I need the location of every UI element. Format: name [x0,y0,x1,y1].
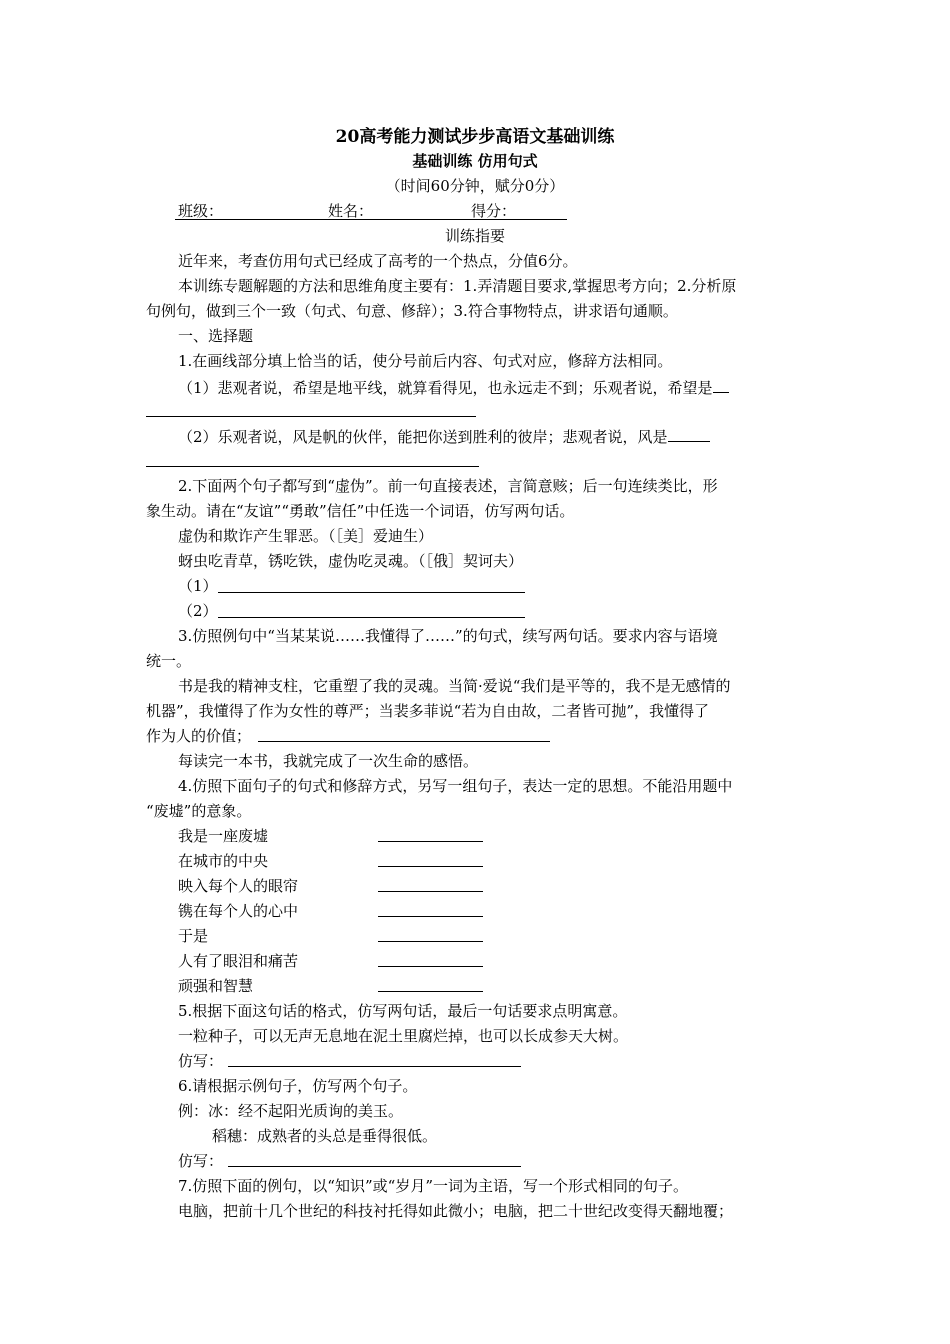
poem-answer-line[interactable] [378,941,483,942]
name-label: 姓名： [328,202,374,220]
page-title: 20高考能力测试步步高语文基础训练 [335,127,615,147]
score-label: 得分： [471,202,517,220]
question-1-stem: 1.在画线部分填上恰当的话，使分号前后内容、句式对应，修辞方法相同。 [178,352,673,370]
poem-answer-line[interactable] [378,866,483,867]
poem-answer-line[interactable] [378,991,483,992]
question-5-answer-label: 仿写： [178,1052,224,1070]
intro-paragraph-1: 近年来，考查仿用句式已经成了高考的一个热点，分值6分。 [178,252,578,270]
poem-line: 在城市的中央 [178,852,269,870]
question-3-passage-3: 作为人的价值； [146,727,252,745]
poem-answer-line[interactable] [378,841,483,842]
question-3-passage-4: 每读完一本书，我就完成了一次生命的感悟。 [178,752,479,770]
header-underline [175,219,567,220]
question-2-answer-1-line[interactable] [218,592,525,593]
guide-heading: 训练指要 [444,227,505,245]
question-4-line-1: 4.仿照下面句子的句式和修辞方式，另写一组句子，表达一定的思想。不能沿用题中 [178,777,733,795]
question-6-answer-line[interactable] [228,1166,521,1167]
question-2-answer-1-label: （1） [178,577,218,595]
poem-line: 人有了眼泪和痛苦 [178,952,299,970]
question-4-line-2: “废墟”的意象。 [146,802,252,820]
question-2-line-2: 象生动。请在“友谊”“勇敢”信任”中任选一个词语，仿写两句话。 [146,502,575,520]
section-heading: 一、选择题 [178,327,254,345]
question-2-example-1: 虚伪和欺诈产生罪恶。（［美］爱迪生） [178,527,434,545]
question-1-item-2-text: （2）乐观者说，风是帆的伙伴，能把你送到胜利的彼岸；悲观者说，风是 [178,428,668,446]
question-5-answer-line[interactable] [228,1066,521,1067]
question-6-example-2: 稻穗：成熟者的头总是垂得很低。 [212,1127,438,1145]
time-note: （时间60分钟，赋分0分） [385,177,565,195]
question-5-stem: 5.根据下面这句话的格式，仿写两句话，最后一句话要求点明寓意。 [178,1002,628,1020]
page-subtitle: 基础训练 仿用句式 [412,152,538,170]
question-7-example: 电脑，把前十几个世纪的科技衬托得如此微小；电脑，把二十世纪改变得天翻地覆； [178,1202,734,1220]
question-2-example-2: 蚜虫吃青草，锈吃铁，虚伪吃灵魂。（［俄］契诃夫） [178,552,524,570]
question-1-item-2 [178,426,710,447]
question-1-item-2-blank[interactable] [668,426,710,442]
question-1-item-1-blank[interactable] [713,377,729,393]
question-2-answer-2-line[interactable] [218,617,525,618]
poem-answer-line[interactable] [378,891,483,892]
question-7-stem: 7.仿照下面的例句，以“知识”或“岁月”一词为主语，写一个形式相同的句子。 [178,1177,688,1195]
poem-line: 顽强和智慧 [178,977,254,995]
intro-paragraph-2-line-2: 句例句，做到三个一致（句式、句意、修辞）；3.符合事物特点，讲求语句通顺。 [146,302,678,320]
question-1-item-1-text: （1）悲观者说，希望是地平线，就算看得见，也永远走不到；乐观者说，希望是 [178,379,713,397]
poem-answer-line[interactable] [378,966,483,967]
question-5-example: 一粒种子，可以无声无息地在泥土里腐烂掉，也可以长成参天大树。 [178,1027,629,1045]
question-3-line-2: 统一。 [146,652,192,670]
poem-line: 映入每个人的眼帘 [178,877,299,895]
intro-paragraph-2-line-1: 本训练专题解题的方法和思维角度主要有：1.弄清题目要求,掌握思考方向；2.分析原 [178,277,737,295]
question-2-answer-2-label: （2） [178,602,218,620]
question-6-stem: 6.请根据示例句子，仿写两个句子。 [178,1077,418,1095]
question-3-passage-1: 书是我的精神支柱，它重塑了我的灵魂。当简·爱说“我们是平等的，我不是无感情的 [178,677,731,695]
poem-line: 我是一座废墟 [178,827,269,845]
class-label: 班级： [178,202,224,220]
question-6-answer-label: 仿写： [178,1152,224,1170]
question-1-item-1-answer-line[interactable] [146,416,476,417]
question-1-item-2-answer-line[interactable] [146,466,479,467]
question-3-passage-2: 机器”，我懂得了作为女性的尊严；当裴多菲说“若为自由故，二者皆可抛”，我懂得了 [146,702,710,720]
question-2-line-1: 2.下面两个句子都写到“虚伪”。前一句直接表述，言简意赅；后一句连续类比，形 [178,477,718,495]
question-6-example-1: 例：冰：经不起阳光质询的美玉。 [178,1102,404,1120]
question-3-line-1: 3.仿照例句中“当某某说……我懂得了……”的句式，续写两句话。要求内容与语境 [178,627,718,645]
poem-line: 于是 [178,927,209,945]
poem-line: 镌在每个人的心中 [178,902,299,920]
question-3-answer-line[interactable] [258,741,550,742]
poem-answer-line[interactable] [378,916,483,917]
question-1-item-1 [178,377,729,398]
